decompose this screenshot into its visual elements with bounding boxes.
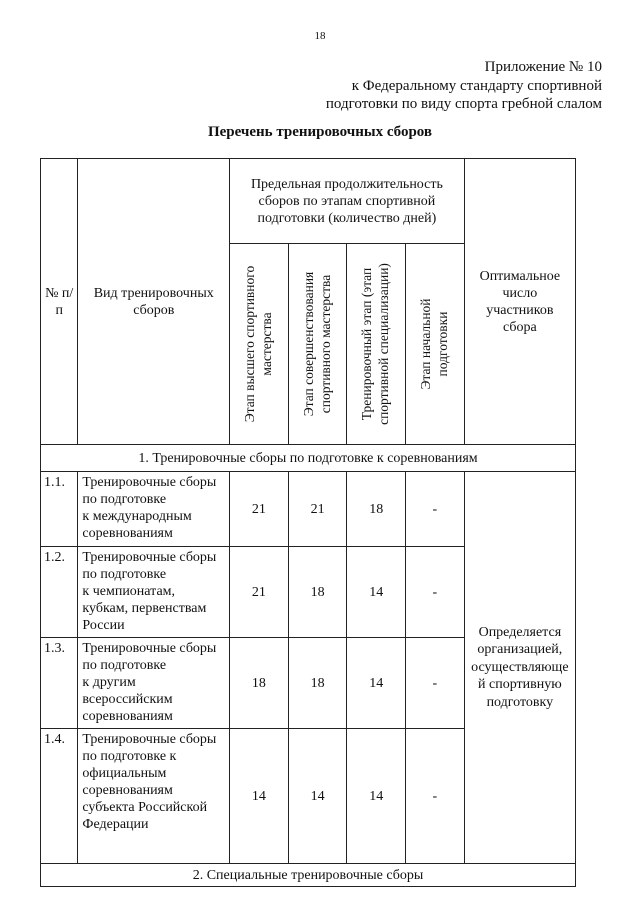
appendix-header [242,58,602,114]
row-3-type-line: Тренировочные сборы [82,641,217,656]
row-4-value-stage-2: 14 [288,729,347,864]
row-2-type-line: кубкам, первенствам [82,601,207,616]
optimal-line: организацией, [477,642,563,658]
row-4-type-line: соревнованиям [82,783,173,798]
row-2-num: 1.2. [41,547,78,638]
table-row [41,472,576,547]
row-1-value-stage-3: 18 [347,472,406,547]
appendix-line-3: подготовки по виду спорта гребной слалом [325,96,602,112]
header-optimal: Оптимальное число участников сбора [464,159,575,445]
optimal-line: Определяется [478,624,562,640]
row-2-value-stage-3: 14 [347,547,406,638]
header-stage-2-cell [288,244,347,445]
row-2-type-line: по подготовке [82,567,167,582]
row-2-value-stage-2: 18 [288,547,347,638]
header-stage-3-cell [347,244,406,445]
page-number: 18 [314,30,326,42]
row-3-value-stage-3: 14 [347,638,406,729]
row-4-type-line: Тренировочные сборы [82,732,217,747]
row-4-type [78,729,230,864]
row-4-type-line: Федерации [82,817,149,832]
row-3-type-line: всероссийским [82,692,173,707]
row-2-type-line: России [82,618,125,633]
header-stage-1: Этап высшего спортивного мастерства [241,265,274,423]
row-4-value-stage-3: 14 [347,729,406,864]
optimal-line: подготовку [486,694,554,710]
appendix-line-2: к Федеральному стандарту спортивной [351,77,602,94]
optimal-line: й спортивную [478,677,562,693]
header-stage-2: Этап совершенствования спортивного мастерства [300,271,333,417]
header-stage-4: Этап начальной подготовки [417,298,450,390]
training-camps-table [40,158,576,887]
header-type: Вид тренировочных сборов [78,159,230,445]
header-stage-4-cell [406,244,465,445]
row-3-value-stage-2: 18 [288,638,347,729]
appendix-line-1: Приложение № 10 [484,59,602,75]
row-1-type [78,472,230,547]
header-stage-3: Тренировочный этап (этап спортивной специализации) [359,263,392,425]
row-2-value-stage-1: 21 [230,547,289,638]
row-3-value-stage-4: - [406,638,465,729]
row-1-value-stage-4: - [406,472,465,547]
header-stage-1-cell [230,244,289,445]
header-duration: Предельная продолжительность сборов по этапам спортивной подготовки (количество дней) [230,159,465,244]
row-3-num: 1.3. [41,638,78,729]
header-num: № п/п [41,159,78,445]
document-title: Перечень тренировочных сборов [207,124,433,140]
row-3-type-line: соревнованиям [82,709,173,724]
row-1-value-stage-2: 21 [288,472,347,547]
row-3-type [78,638,230,729]
row-3-type-line: по подготовке [82,658,167,673]
row-2-value-stage-4: - [406,547,465,638]
row-2-type [78,547,230,638]
row-4-type-line: официальным [82,766,167,781]
row-4-type-line: субъекта Российской [82,800,208,815]
section-row-1 [41,445,576,472]
row-2-type-line: Тренировочные сборы [82,550,217,565]
row-1-type-line: соревнованиям [82,526,173,541]
row-4-value-stage-1: 14 [230,729,289,864]
row-4-num: 1.4. [41,729,78,864]
row-4-value-stage-4: - [406,729,465,864]
section-2-title: 2. Специальные тренировочные сборы [41,864,576,887]
row-1-type-line: по подготовке [82,492,167,507]
row-3-value-stage-1: 18 [230,638,289,729]
row-2-type-line: к чемпионатам, [82,584,176,599]
section-row-2 [41,864,576,887]
row-3-type-line: к другим [82,675,136,690]
optimal-line: осуществляюще [471,659,569,675]
section-1-title: 1. Тренировочные сборы по подготовке к соревнованиям [41,445,576,472]
row-1-value-stage-1: 21 [230,472,289,547]
optimal-participants-value [464,472,575,864]
row-1-type-line: Тренировочные сборы [82,475,217,490]
row-1-num: 1.1. [41,472,78,547]
header-row-1 [41,159,576,244]
row-1-type-line: к международным [82,509,192,524]
row-4-type-line: по подготовке к [82,749,177,764]
